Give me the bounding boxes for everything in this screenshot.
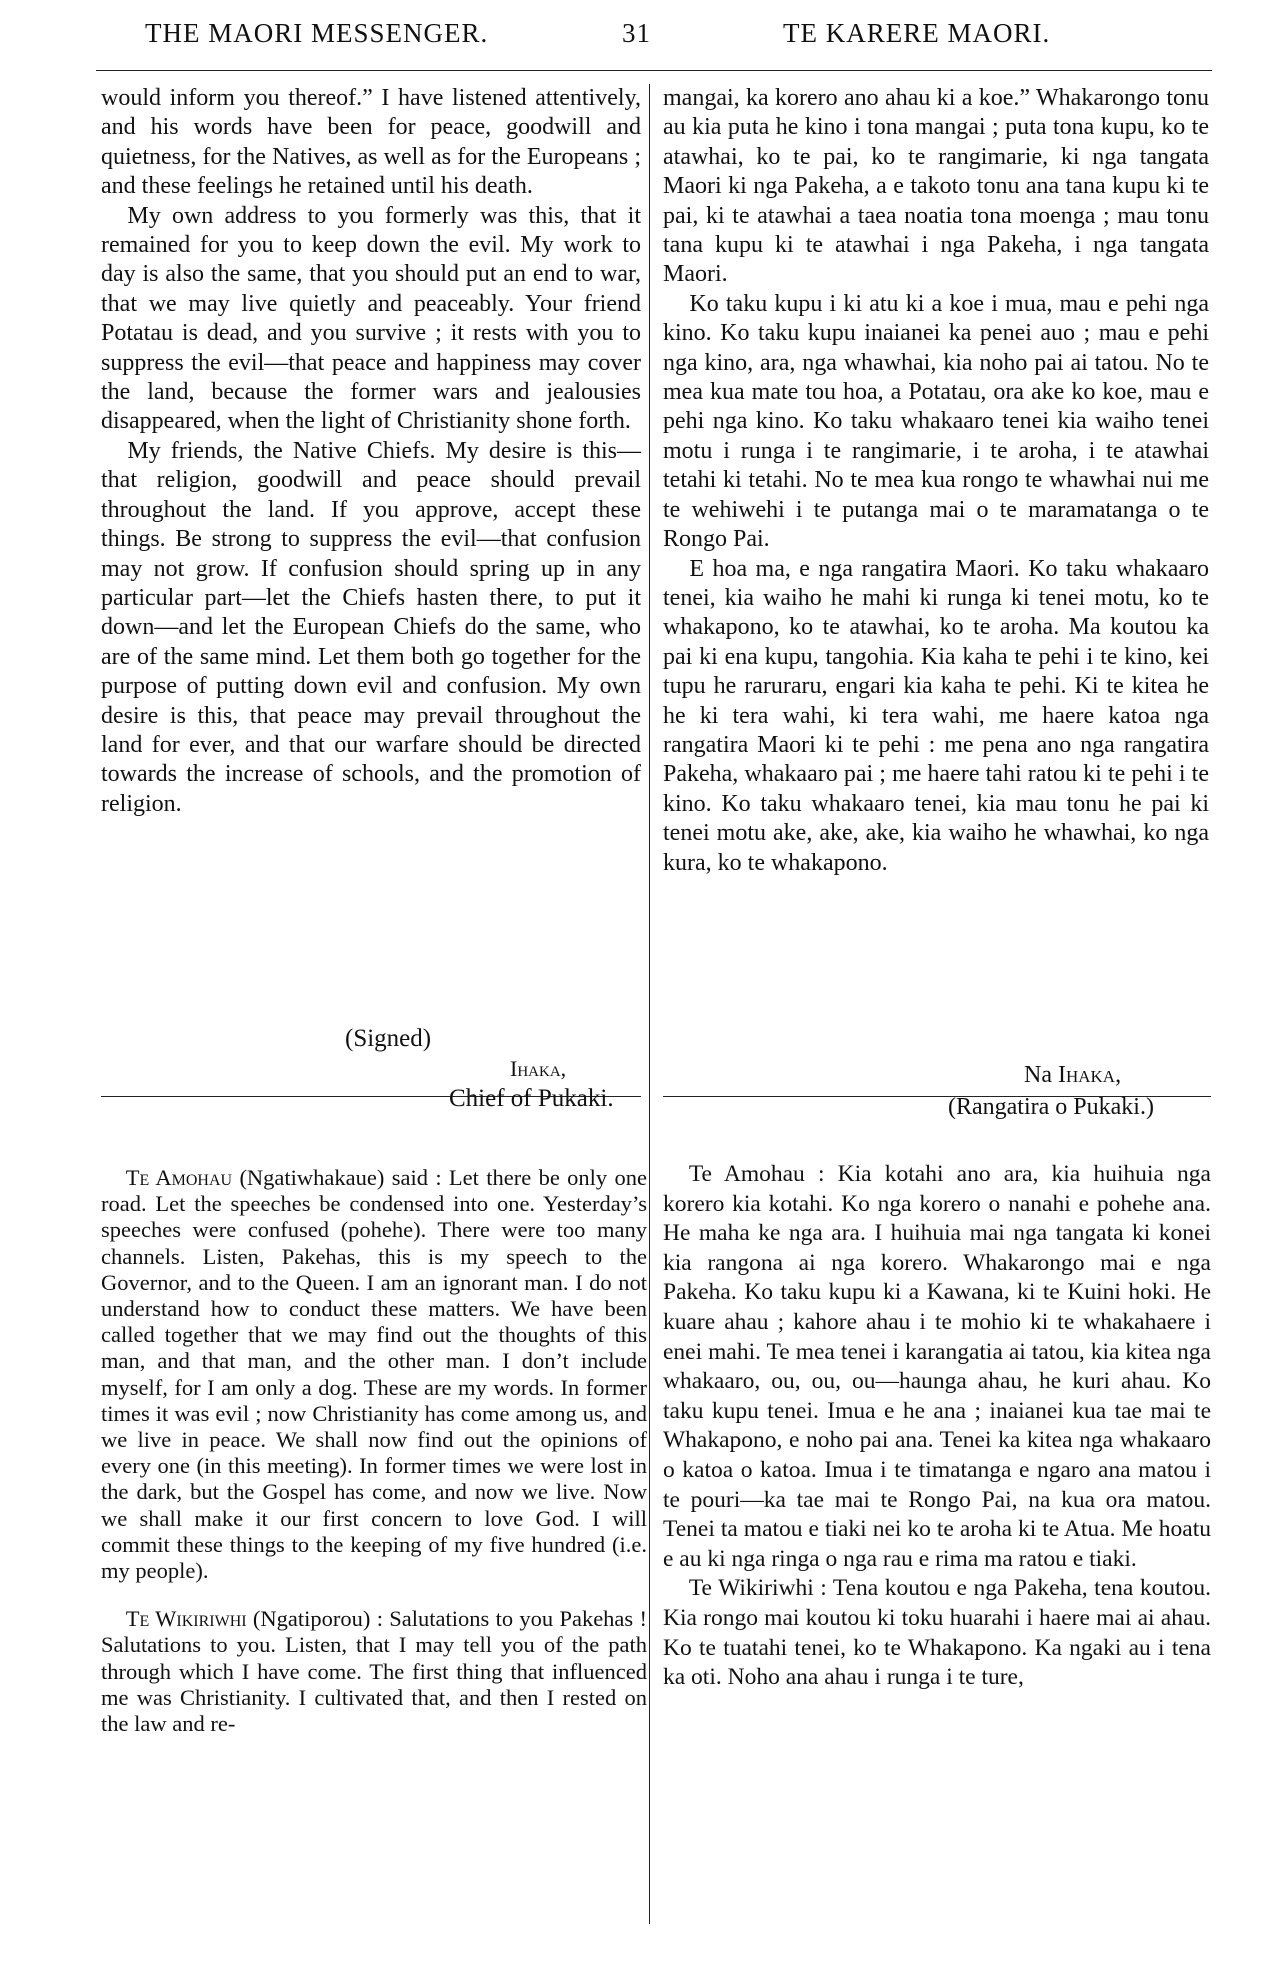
header-english-title: THE MAORI MESSENGER.	[145, 18, 489, 48]
column-divider	[649, 84, 650, 1924]
maori-column-bottom	[663, 1160, 1211, 1693]
header-rule	[96, 70, 1212, 71]
maori-column-top	[663, 84, 1209, 878]
english-column-bottom	[101, 1165, 647, 1737]
paragraph	[101, 1165, 647, 1584]
signer-title: Chief of Pukaki.	[449, 1085, 614, 1112]
paragraph: My friends, the Native Chiefs. My desire is this—that religion, goodwill and peace should prevail throughout the land. If you approve, accept these things. Be strong to suppress the evil—that confusion may not grow. If confusion should spring up in any particular part—let the Chiefs hasten there, to put it down—and let the European Chiefs do the same, who are of the same mind. Let them both go together for the purpose of putting down evil and confusion. My own desire is this, that peace may prevail throughout the land for ever, and that our warfare should be directed towards the increase of schools, and the promotion of religion.	[101, 437, 641, 817]
signer-name: Ihaka,	[510, 1056, 567, 1081]
header-maori-title: TE KARERE MAORI.	[783, 18, 1051, 48]
page-number: 31	[622, 18, 651, 48]
paragraph: Ko taku kupu i ki atu ki a koe i mua, mau e pehi nga kino. Ko taku kupu inaianei ka penei auo ; mau e pehi nga kino, ara, nga whawhai, kia noho pai ai tatou. No te mea kua mate tou hoa, a Potatau, ora ake ko koe, mau e pehi nga kino. Ko taku whakaaro tenei kia waiho tenei motu i runga i te rangimarie, i te aroha, i te atawhai tetahi ki tetahi. No te mea kua rongo te whawhai nui me te wehiwehi i te putanga mai o te maramatanga o te Rongo Pai.	[663, 290, 1209, 553]
speaker-name: Te Wikiriwhi	[125, 1606, 247, 1632]
signer-title: (Rangatira o Pukaki.)	[948, 1094, 1154, 1120]
paragraph: E hoa ma, e nga rangatira Maori. Ko taku whakaaro tenei, kia waiho he mahi ki runga ki tenei motu, ko te whakapono, ko te atawhai, ko te aroha. Ma koutou ka pai ki ena kupu, tangohia. Kia kaha te pehi i te kino, kei tupu he raruraru, engari kia kaha te pehi. Ki te kitea he he ki tera wahi, ki tera wahi, me haere katoa nga rangatira Maori ki te pehi : me pena ano nga rangatira Pakeha, whakaaro pai ; me haere tahi ratou ki te pehi i te kino. Ko taku whakaaro tenei, kia mau tonu he pai ki tenei motu ake, ake, ake, kia waiho he whawhai, ko nga kura, ko te whakapono.	[663, 555, 1209, 876]
paragraph	[101, 1606, 647, 1737]
paragraph: My own address to you formerly was this, that it remained for you to keep down the evil. My work to day is also the same, that you should put an end to war, that we may live quietly and peaceably. Your friend Potatau is dead, and you survive ; it rests with you to suppress the evil—that peace and happiness may cover the land, because the former wars and jealousies disappeared, when the light of Christianity shone forth.	[101, 202, 641, 435]
signed-label: (Signed)	[345, 1025, 432, 1052]
paragraph: Te Amohau : Kia kotahi ano ara, kia huihuia nga korero kia kotahi. Ko nga korero o nanahi e pohehe ana. He maha ke nga ara. I huihuia mai nga tangata ki konei kia rangona ai nga korero. Whakarongo mai e nga Pakeha. Ko taku kupu ki a Kawana, ki te Kuini hoki. He kuare ahau ; kahore ahau i te mohio ki te whakahaere i enei mahi. Te mea tenei i karangatia ai tatou, kia kitea nga whakaaro, ou, ou, ou—haunga ahau, he kuri ahau. Ko taku kupu tenei. Imua e he ana ; inaianei kua tae mai te Whakapono, e noho pai ana. Tenei ka kitea nga whakaaro o katoa o katoa. Imua i te timatanga e ngaro ana matou i te pouri—ka tae mai te Rongo Pai, na kua ora matou. Tenei ta matou e tiaki nei ko te aroha ki te Atua. Me hoatu e au ki nga ringa o nga rau e rima ma ratou e tiaki.	[663, 1161, 1211, 1572]
speech-text: (Ngatiporou) : Salutations to you Pakehas ! Salutations to you. Listen, that I may tell you of the path through which I have come. The first thing that influenced me was Christianity. I cultivated that, and then I rested on the law and re-	[101, 1606, 647, 1737]
sign-prefix: Na	[1024, 1062, 1052, 1088]
paragraph: Te Wikiriwhi : Tena koutou e nga Pakeha, tena koutou. Kia rongo mai koutou ki toku huarahi i haere mai ai ahau. Ko te tuatahi tenei, ko te Whakapono. Ka ngaki au i tena ka oti. Noho ana ahau i runga i te ture,	[663, 1575, 1211, 1691]
paragraph: mangai, ka korero ano ahau ki a koe.” Whakarongo tonu au kia puta he kino i tona mangai ; puta tona kupu, ko te atawhai, ko te pai, ko te rangimarie, ki nga tangata Maori ki nga Pakeha, a e takoto tonu ana tana kupu ki te pai, ki te atawhai a taea noatia tona moenga ; mau tonu tana kupu ki te atawhai i nga Pakeha, i nga tangata Maori.	[663, 85, 1209, 288]
paragraph: would inform you thereof.” I have listened attentively, and his words have been for peace, goodwill and quietness, for the Natives, as well as for the Europeans ; and these feelings he retained until his death.	[101, 85, 641, 200]
speaker-name: Te Amohau	[125, 1165, 233, 1190]
english-column-top	[101, 84, 641, 819]
maori-signature-line	[1024, 1062, 1121, 1089]
speech-text: (Ngatiwhakaue) said : Let there be only one road. Let the speeches be condensed into one. Yesterday’s speeches were confused (pohehe). There were too many channels. Listen, Pakehas, this is my speech to the Governor, and to the Queen. I am an ignorant man. I do not understand how to conduct these matters. We have been called together that we may find out the thoughts of this man, and that man, and the other man. I don’t include myself, for I am only a dog. These are my words. In former times it was evil ; now Christianity has come among us, and we live in peace. We shall now find out the opinions of every one (in this meeting). In former times we were lost in the dark, but the Gospel has come, and now we live. Now we shall make it our first concern to love God. I will commit these things to the keeping of my five hundred (i.e. my people).	[101, 1165, 647, 1584]
signer-name: Ihaka,	[1057, 1062, 1122, 1088]
